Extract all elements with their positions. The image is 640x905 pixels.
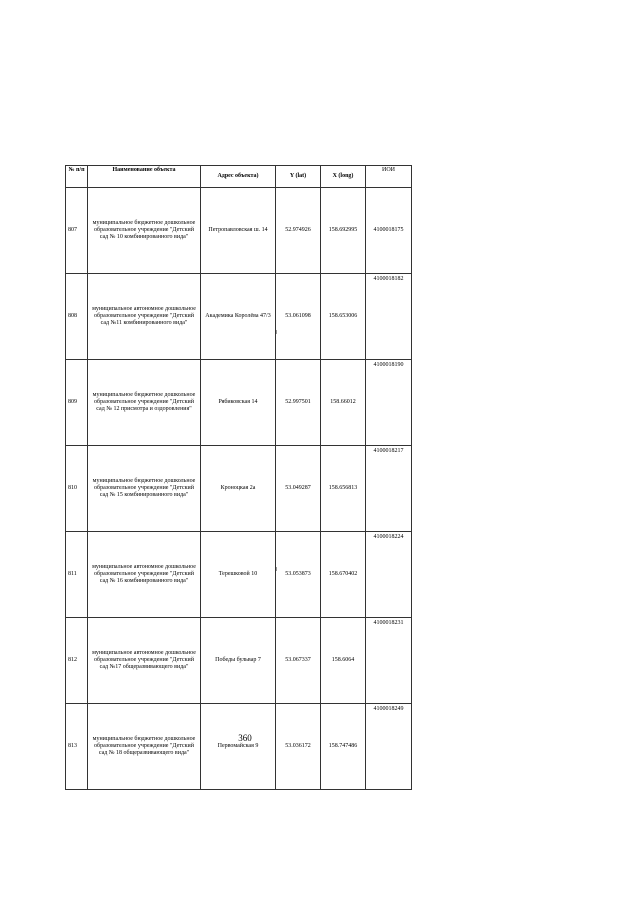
page-number: 360 (238, 733, 252, 743)
cell-name: муниципальное бюджетное дошкольное образовательное учреждение "Детский сад № 10 комбинированного вида" (88, 188, 201, 274)
cell-num: 810 (66, 446, 88, 532)
cell-oid: 4100018231 (366, 618, 412, 704)
cell-lon: 158.692995 (321, 188, 366, 274)
cell-num: 807 (66, 188, 88, 274)
cell-lon: 158.747486 (321, 704, 366, 790)
cell-address: Академика Королёва 47/3 (201, 274, 276, 360)
cell-lon: 158.66012 (321, 360, 366, 446)
cell-num: 808 (66, 274, 88, 360)
cell-lon: 158.656813 (321, 446, 366, 532)
cell-oid: 4100018224 (366, 532, 412, 618)
header-oid: ИОИ (366, 166, 412, 188)
cell-lat: 52.974926 (276, 188, 321, 274)
cell-address: Кроноцкая 2а (201, 446, 276, 532)
cell-address: Терешковой 10 (201, 532, 276, 618)
cell-lon: 158.6064 (321, 618, 366, 704)
cell-lon: 158.653006 (321, 274, 366, 360)
header-name: Наименование объекта (88, 166, 201, 188)
cell-lat: 52.997501 (276, 360, 321, 446)
cell-address: Первомайская 9 (201, 704, 276, 790)
cell-lat: 53.067337 (276, 618, 321, 704)
cell-oid: 4100018175 (366, 188, 412, 274)
header-lat: Y (lat) (276, 166, 321, 188)
table-row (66, 188, 412, 274)
cell-name: муниципальное бюджетное дошкольное образовательное учреждение "Детский сад № 18 общеразвивающего вида" (88, 704, 201, 790)
cell-oid: 4100018190 (366, 360, 412, 446)
table-row (66, 446, 412, 532)
cell-name: муниципальное автономное дошкольное образовательное учреждение "Детский сад №11 комбинированного вида" (88, 274, 201, 360)
header-lon: X (long) (321, 166, 366, 188)
registry-table (65, 165, 412, 790)
cell-oid: 4100018182 (366, 274, 412, 360)
table-row (66, 618, 412, 704)
header-num: № п/п (66, 166, 88, 188)
cell-name: муниципальное автономное дошкольное образовательное учреждение "Детский сад №17 общеразвивающего вида" (88, 618, 201, 704)
cell-num: 812 (66, 618, 88, 704)
cell-num: 811 (66, 532, 88, 618)
cell-num: 809 (66, 360, 88, 446)
scan-mark (276, 330, 277, 334)
cell-address: Петропавловская ш. 14 (201, 188, 276, 274)
cell-lat: 53.049287 (276, 446, 321, 532)
cell-lon: 158.670402 (321, 532, 366, 618)
table-row (66, 532, 412, 618)
cell-lat: 53.036172 (276, 704, 321, 790)
table-row (66, 274, 412, 360)
cell-name: муниципальное бюджетное дошкольное образовательное учреждение "Детский сад № 15 комбинированного вида" (88, 446, 201, 532)
cell-oid: 4100018249 (366, 704, 412, 790)
header-address: Адрес объекта) (201, 166, 276, 188)
table-header-row (66, 166, 412, 188)
cell-lat: 53.061098 (276, 274, 321, 360)
cell-oid: 4100018217 (366, 446, 412, 532)
cell-lat: 53.053873 (276, 532, 321, 618)
table-row (66, 704, 412, 790)
scan-mark (276, 567, 277, 571)
cell-address: Рябиковская 14 (201, 360, 276, 446)
cell-name: муниципальное автономное дошкольное образовательное учреждение "Детский сад № 16 комбинированного вида" (88, 532, 201, 618)
cell-address: Победы бульвар 7 (201, 618, 276, 704)
cell-num: 813 (66, 704, 88, 790)
table-row (66, 360, 412, 446)
cell-name: муниципальное бюджетное дошкольное образовательное учреждение "Детский сад № 12 присмотра и оздоровления" (88, 360, 201, 446)
